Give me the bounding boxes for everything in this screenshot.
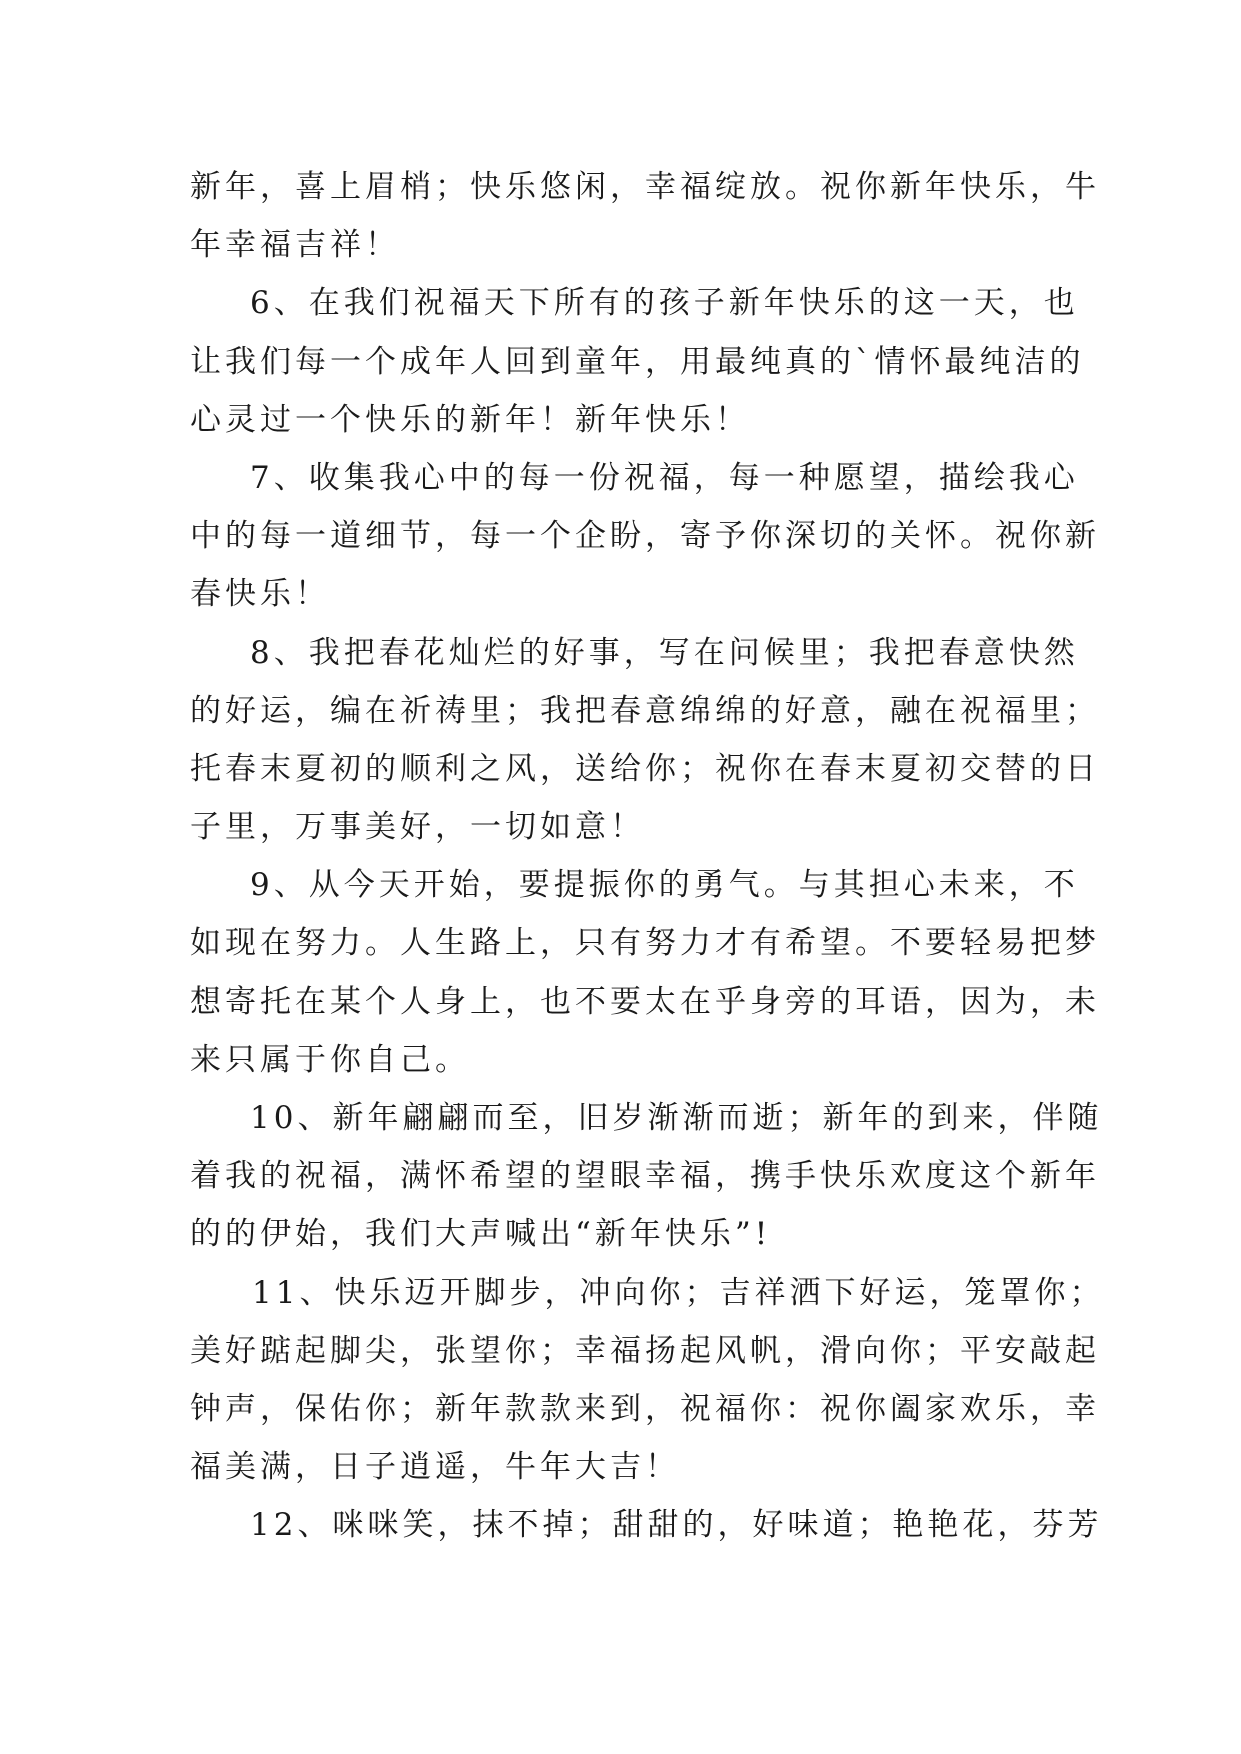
paragraph-item-7: [190, 449, 1100, 624]
text-line: 想寄托在某个人身上，也不要太在乎身旁的耳语，因为，未: [190, 983, 1100, 1020]
text-line: 的的伊始，我们大声喊出“新年快乐”!: [190, 1216, 772, 1253]
text-line: 如现在努力。人生路上，只有努力才有希望。不要轻易把梦: [190, 925, 1100, 962]
paragraph-item-9: [190, 856, 1100, 1089]
paragraph-item-10: [190, 1089, 1103, 1264]
text-line: 6、在我们祝福天下所有的孩子新年快乐的这一天，也: [250, 285, 1079, 322]
text-line: 钟声，保佑你；新年款款来到，祝福你：祝你阖家欢乐，幸: [190, 1390, 1100, 1427]
text-line: 春快乐！: [190, 576, 330, 613]
paragraph-continuation: [190, 158, 1100, 274]
text-line: 8、我把春花灿烂的好事，写在问候里；我把春意快然: [250, 634, 1079, 671]
paragraph-item-6: [190, 274, 1085, 449]
text-line: 着我的祝福，满怀希望的望眼幸福，携手快乐欢度这个新年: [190, 1158, 1100, 1195]
text-line: 年幸福吉祥！: [190, 227, 400, 264]
paragraph-item-12: [190, 1496, 1103, 1554]
text-line: 10、新年翩翩而至，旧岁渐渐而逝；新年的到来，伴随: [250, 1100, 1103, 1136]
paragraph-item-8: [190, 624, 1100, 857]
text-line: 新年，喜上眉梢；快乐悠闲，幸福绽放。祝你新年快乐，牛: [190, 169, 1100, 205]
text-line: 心灵过一个快乐的新年！新年快乐！: [190, 401, 750, 438]
text-line: 子里，万事美好，一切如意！: [190, 809, 645, 846]
text-line: 9、从今天开始，要提振你的勇气。与其担心未来，不: [250, 867, 1079, 904]
text-line: 12、咪咪笑，抹不掉；甜甜的，好味道；艳艳花，芬芳: [250, 1507, 1103, 1544]
paragraph-item-11: [190, 1264, 1105, 1497]
text-line: 11、快乐迈开脚步，冲向你；吉祥洒下好运，笼罩你；: [252, 1274, 1105, 1311]
text-line: 7、收集我心中的每一份祝福，每一种愿望，描绘我心: [250, 459, 1079, 496]
text-line: 美好踮起脚尖，张望你；幸福扬起风帆，滑向你；平安敲起: [190, 1332, 1100, 1369]
text-line: 中的每一道细节，每一个企盼，寄予你深切的关怀。祝你新: [190, 518, 1100, 555]
text-line: 让我们每一个成年人回到童年，用最纯真的`情怀最纯洁的: [190, 343, 1085, 380]
text-line: 来只属于你自己。: [190, 1041, 470, 1078]
text-line: 福美满，日子逍遥，牛年大吉！: [190, 1449, 680, 1486]
text-line: 托春末夏初的顺利之风，送给你；祝你在春末夏初交替的日: [190, 750, 1100, 787]
text-line: 的好运，编在祈祷里；我把春意绵绵的好意，融在祝福里；: [190, 692, 1100, 729]
document-body: [190, 158, 1105, 1555]
